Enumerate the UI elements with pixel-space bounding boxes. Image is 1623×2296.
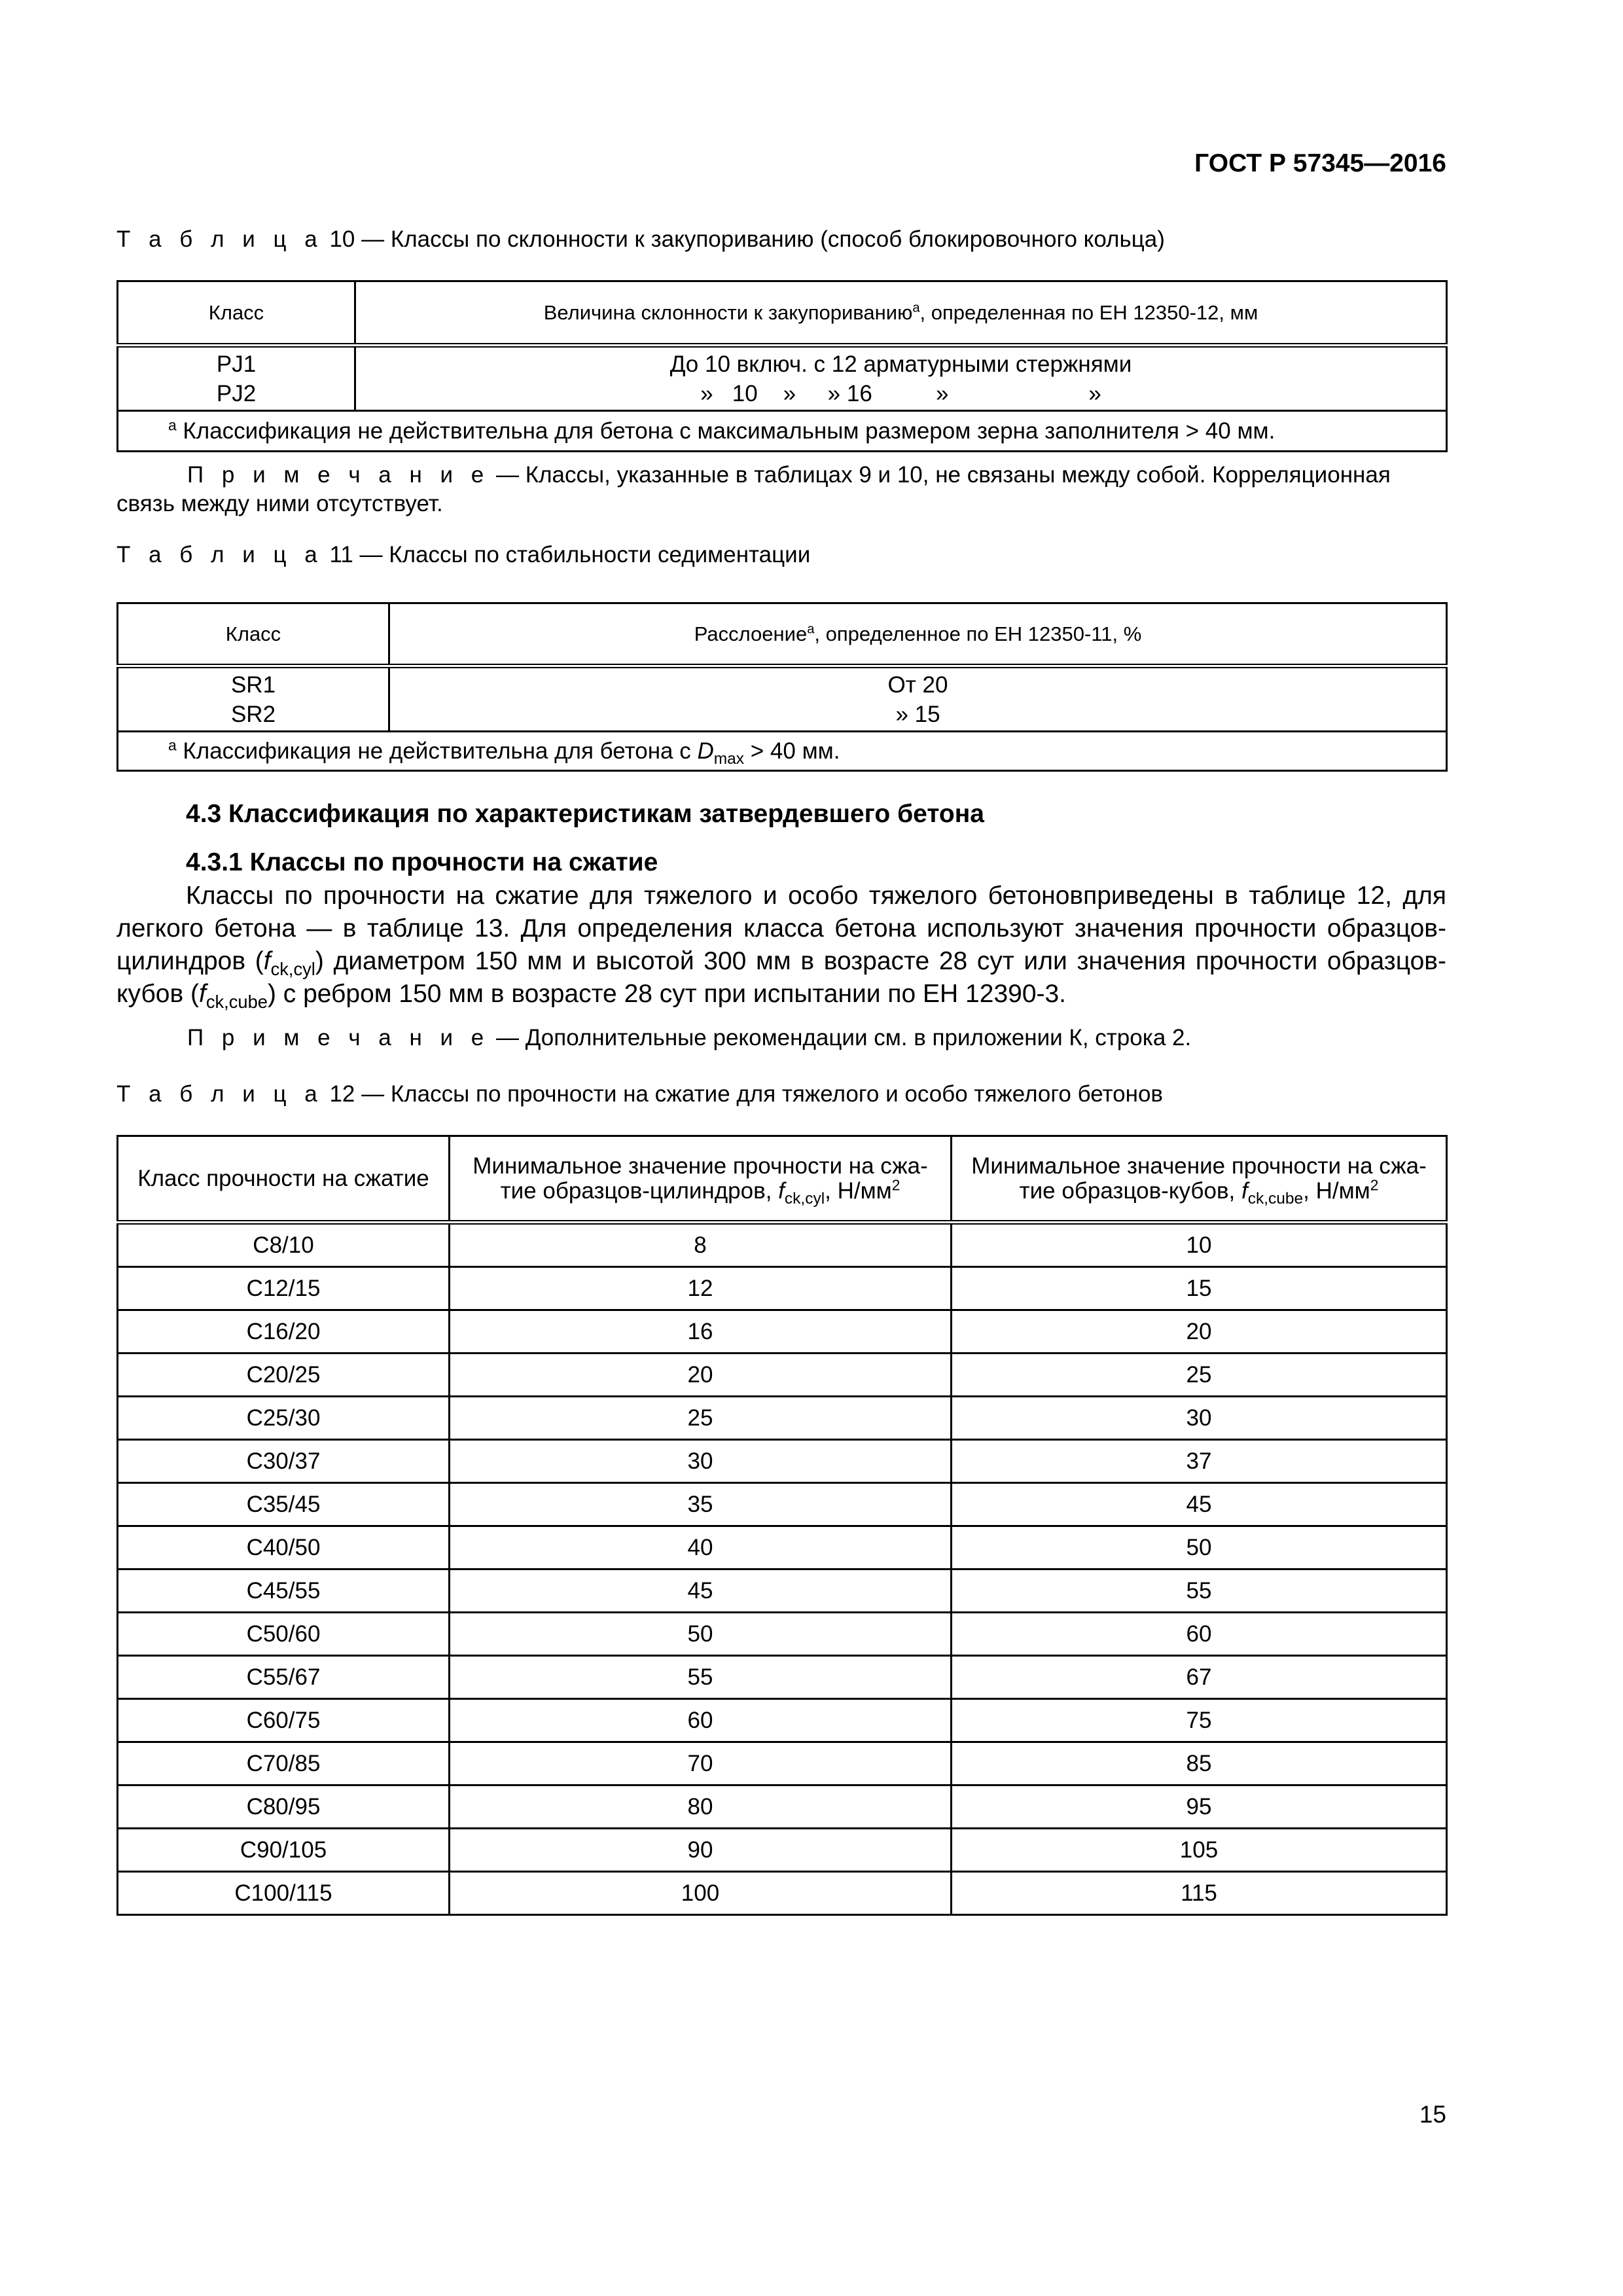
table12-cell-cube: 20	[952, 1310, 1447, 1354]
table10-class-pj1: PJ1	[216, 351, 257, 377]
table12-cell-class: C60/75	[118, 1699, 450, 1742]
table10-header-class: Класс	[118, 281, 355, 346]
table12-cell-cube: 95	[952, 1785, 1447, 1829]
table10-header-footnote-mark: a	[912, 300, 920, 315]
table12-cell-cube: 85	[952, 1742, 1447, 1785]
table10-value-cell	[355, 346, 1447, 411]
table12-cell-class: C70/85	[118, 1742, 450, 1785]
table12-cell-cyl: 50	[450, 1613, 952, 1656]
table12-cell-class: C55/67	[118, 1656, 450, 1699]
table11-class-sr1: SR1	[230, 672, 276, 698]
table-row	[118, 1613, 1447, 1656]
table11-header-footnote-mark: a	[807, 622, 815, 637]
para-sub1: ck,cyl	[270, 958, 315, 979]
table12-header-cyl	[450, 1136, 952, 1223]
table11-header-value-rest: , определенное по ЕН 12350-11, %	[814, 622, 1142, 645]
table12-caption-prefix: Т а б л и ц а	[116, 1081, 323, 1107]
table12-cell-class: C100/115	[118, 1872, 450, 1915]
table12-caption-text: 12 — Классы по прочности на сжатие для тяжелого и особо тяжелого бетонов	[329, 1081, 1164, 1107]
table-row	[118, 1785, 1447, 1829]
table10-footnote-mark: a	[168, 416, 177, 433]
table12-cell-cyl: 80	[450, 1785, 952, 1829]
para-sub2: ck,cube	[205, 991, 268, 1012]
table10-caption-text: 10 — Классы по склонности к закупориванию (способ блокировочного кольца)	[329, 226, 1165, 252]
para-part3: ) с ребром 150 мм в возрасте 28 сут при испытании по ЕН 12390-3.	[267, 980, 1067, 1008]
table-row	[118, 1440, 1447, 1483]
table-row	[118, 1829, 1447, 1872]
table12	[116, 1135, 1448, 1916]
table12-cell-class: C30/37	[118, 1440, 450, 1483]
table12-body	[118, 1223, 1447, 1915]
table11	[116, 602, 1448, 772]
table12-cell-cube: 75	[952, 1699, 1447, 1742]
table-row	[118, 1223, 1447, 1267]
note2-text: — Дополнительные рекомендации см. в приложении К, строка 2.	[490, 1025, 1192, 1050]
table10-header-value-main: Величина склонности к закупориванию	[543, 300, 913, 324]
table12-cell-class: C25/30	[118, 1397, 450, 1440]
table12-cell-cyl: 45	[450, 1570, 952, 1613]
table10-class-pj2: PJ2	[216, 380, 257, 406]
table12-cell-cyl: 16	[450, 1310, 952, 1354]
table-row	[118, 1526, 1447, 1570]
note-1	[116, 461, 1446, 518]
page-number: 15	[1419, 2101, 1446, 2128]
table11-footnote-post: > 40 мм.	[744, 738, 840, 764]
para-f2: f	[199, 980, 206, 1008]
table12-header-cube-f: f	[1241, 1177, 1248, 1204]
table10-class-cell	[118, 346, 355, 411]
table12-cell-cube: 105	[952, 1829, 1447, 1872]
table11-footnote-mark: a	[168, 736, 177, 753]
table12-cell-cyl: 100	[450, 1872, 952, 1915]
table12-cell-class: C16/20	[118, 1310, 450, 1354]
table12-cell-class: C90/105	[118, 1829, 450, 1872]
standard-code: ГОСТ Р 57345—2016	[1194, 149, 1446, 177]
table12-header-cube-sup: 2	[1370, 1175, 1379, 1193]
table12-cell-cyl: 25	[450, 1397, 952, 1440]
table12-cell-cube: 60	[952, 1613, 1447, 1656]
table11-value-sr1: От 20	[887, 672, 948, 698]
table-row	[118, 1656, 1447, 1699]
table12-cell-cyl: 60	[450, 1699, 952, 1742]
table12-cell-cube: 10	[952, 1223, 1447, 1267]
section-paragraph	[116, 880, 1446, 1011]
table11-footnote-sub: max	[713, 749, 745, 768]
table11-class-cell	[118, 666, 389, 732]
table12-cell-class: C35/45	[118, 1483, 450, 1526]
heading-4-3: 4.3 Классификация по характеристикам затвердевшего бетона	[186, 800, 984, 828]
table-row	[118, 1310, 1447, 1354]
table12-cell-class: C40/50	[118, 1526, 450, 1570]
table12-header-cyl-line2	[450, 1175, 950, 1208]
note1-text: — Классы, указанные в таблицах 9 и 10, не связаны между собой. Корреляционная связь между ними отсутствует.	[116, 462, 1391, 516]
table12-header-cube-line2	[952, 1175, 1446, 1208]
para-part2: ) диаметром 150 мм и высотой 300 мм в возрасте 28 сут или значения прочности образцов-кубов (	[116, 947, 1446, 1008]
table-row	[118, 1354, 1447, 1397]
table12-header-cyl-sup: 2	[891, 1175, 901, 1193]
table11-value-cell	[389, 666, 1447, 732]
table12-cell-class: C50/60	[118, 1613, 450, 1656]
table12-header-class: Класс прочности на сжатие	[118, 1136, 450, 1223]
table12-cell-cyl: 30	[450, 1440, 952, 1483]
table12-cell-cube: 45	[952, 1483, 1447, 1526]
table11-caption-text: 11 — Классы по стабильности седиментации	[329, 542, 811, 567]
table-row	[118, 1267, 1447, 1310]
table12-cell-cyl: 20	[450, 1354, 952, 1397]
table12-cell-cube: 15	[952, 1267, 1447, 1310]
table12-header-cyl-sub: ck,cyl	[784, 1189, 825, 1208]
table12-header-cube-line1: Минимальное значение прочности на сжа-	[971, 1153, 1427, 1179]
table12-cell-class: C8/10	[118, 1223, 450, 1267]
para-f1: f	[263, 947, 271, 975]
table12-caption	[116, 1081, 1163, 1107]
table12-header-cube	[952, 1136, 1447, 1223]
para-part1: Классы по прочности на сжатие для тяжелого и особо тяжелого бетоновприведены в таблице 12, для легкого бетона — в таблице 13. Для определения класса бетона используют значения прочности образцов-цилиндров (	[116, 882, 1446, 975]
table10-footnote-text: Классификация не действительна для бетона с максимальным размером зерна заполнителя > 40 мм.	[176, 418, 1275, 444]
table11-footnote	[118, 732, 1447, 771]
table11-class-sr2: SR2	[230, 701, 276, 727]
table-row	[118, 1872, 1447, 1915]
table11-header-value	[389, 603, 1447, 666]
table12-cell-cyl: 55	[450, 1656, 952, 1699]
table11-value-sr2: » 15	[895, 701, 940, 727]
table12-header-cube-sub: ck,cube	[1247, 1189, 1304, 1208]
table12-cell-cube: 50	[952, 1526, 1447, 1570]
table11-caption-prefix: Т а б л и ц а	[116, 542, 323, 567]
table12-cell-cube: 115	[952, 1872, 1447, 1915]
table10-value-pj2: » 10 » » 16 » »	[700, 380, 1101, 406]
table-row	[118, 1483, 1447, 1526]
table10-value-pj1: До 10 включ. с 12 арматурными стержнями	[669, 351, 1132, 377]
table12-cell-cube: 25	[952, 1354, 1447, 1397]
table12-header-cube-unit: , Н/мм	[1303, 1177, 1370, 1204]
table12-cell-class: C20/25	[118, 1354, 450, 1397]
table11-caption	[116, 542, 810, 568]
table11-footnote-d: D	[697, 738, 714, 764]
table12-header-cube-text: тие образцов-кубов,	[1019, 1177, 1241, 1204]
table10-caption	[116, 226, 1165, 253]
table12-cell-class: C80/95	[118, 1785, 450, 1829]
table10-caption-prefix: Т а б л и ц а	[116, 226, 323, 252]
table12-cell-cyl: 40	[450, 1526, 952, 1570]
table12-cell-class: C45/55	[118, 1570, 450, 1613]
heading-4-3-1: 4.3.1 Классы по прочности на сжатие	[186, 848, 658, 876]
table12-cell-cyl: 70	[450, 1742, 952, 1785]
table10-footnote	[118, 411, 1447, 452]
table-row	[118, 1570, 1447, 1613]
table12-cell-cyl: 8	[450, 1223, 952, 1267]
table12-cell-class: C12/15	[118, 1267, 450, 1310]
note1-label: П р и м е ч а н и е	[187, 462, 490, 488]
table10-header-value-rest: , определенная по ЕН 12350-12, мм	[919, 300, 1258, 324]
table11-footnote-pre: Классификация не действительна для бетона с	[176, 738, 698, 764]
table12-cell-cyl: 35	[450, 1483, 952, 1526]
table-row	[118, 1397, 1447, 1440]
table12-cell-cyl: 12	[450, 1267, 952, 1310]
table11-header-class: Класс	[118, 603, 389, 666]
table12-cell-cyl: 90	[450, 1829, 952, 1872]
table12-header-cyl-f: f	[778, 1177, 785, 1204]
table-row	[118, 1742, 1447, 1785]
table10	[116, 280, 1448, 452]
table12-cell-cube: 55	[952, 1570, 1447, 1613]
table12-cell-cube: 30	[952, 1397, 1447, 1440]
table12-cell-cube: 37	[952, 1440, 1447, 1483]
table12-header-cyl-line1: Минимальное значение прочности на сжа-	[473, 1153, 928, 1179]
note2-label: П р и м е ч а н и е	[187, 1025, 490, 1050]
table10-header-value	[355, 281, 1447, 346]
table12-cell-cube: 67	[952, 1656, 1447, 1699]
table12-header-cyl-text: тие образцов-цилиндров,	[500, 1177, 779, 1204]
table-row	[118, 1699, 1447, 1742]
table12-header-cyl-unit: , Н/мм	[825, 1177, 892, 1204]
note-2	[116, 1024, 1446, 1052]
table11-header-value-main: Расслоение	[694, 622, 808, 645]
